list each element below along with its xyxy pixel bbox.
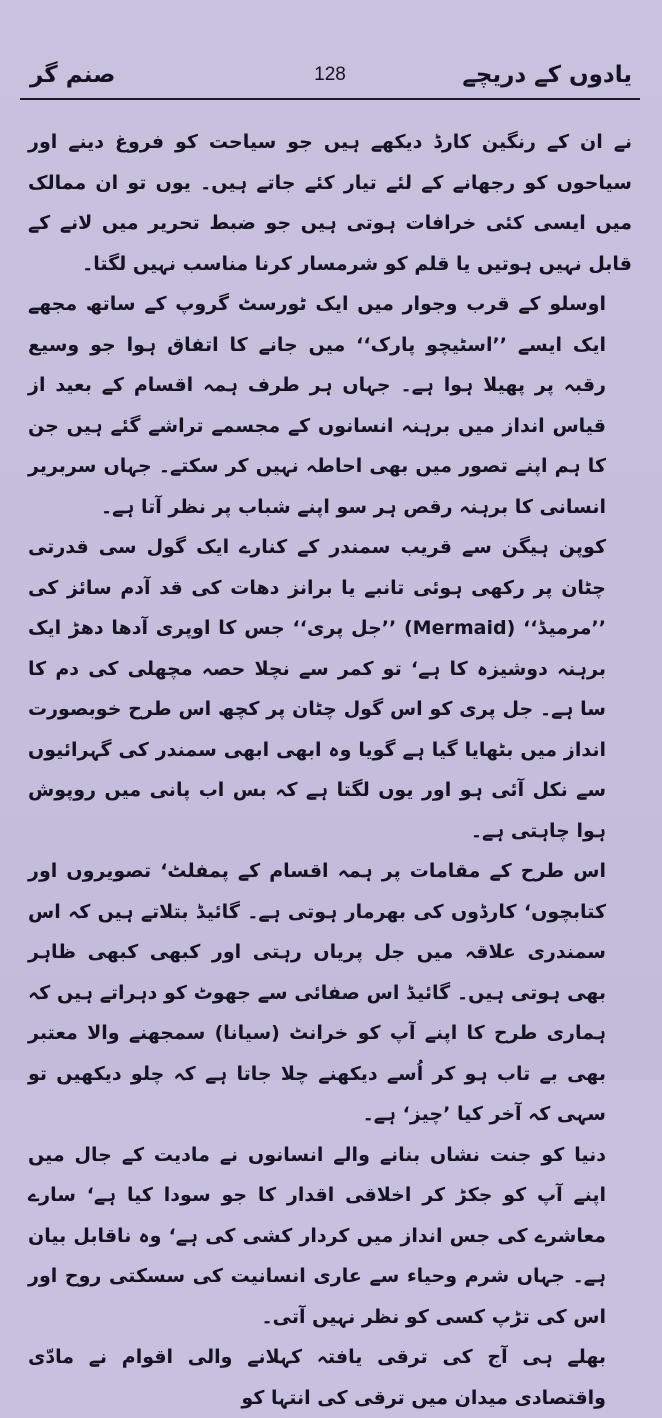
- paragraph-1: نے ان کے رنگین کارڈ دیکھے ہیں جو سیاحت کو فروغ دینے اور سیاحوں کو رجھانے کے لئے تیار کئے جاتے ہیں۔ یوں تو ان ممالک میں ایسی کئی خرافات ہوتی ہیں جو ضبط تحریر میں لانے کے قابل نہیں ہوتیں یا قلم کو شرمسار کرنا مناسب نہیں لگتا۔: [28, 131, 632, 275]
- paragraph-3: کوپن ہیگن سے قریب سمندر کے کنارے ایک گول سی قدرتی چٹان پر رکھی ہوئی تانبے یا برانز دھات کی قد آدم سائز کی ’’مرمیڈ‘‘ (Mermaid) ’’جل پری‘‘ جس کا اوپری آدھا دھڑ ایک برہنہ دوشیزہ کا ہے‘ تو کمر سے نچلا حصہ مچھلی کی دم کا سا ہے۔ جل پری کو اس گول چٹان پر کچھ اس طرح خوبصورت انداز میں بٹھایا گیا ہے گویا وہ ابھی ابھی سمندر کی گہرائیوں سے نکل آئی ہو اور یوں لگتا ہے کہ بس اب پانی میں روپوش ہوا چاہتی ہے۔: [28, 536, 606, 842]
- paragraph-6: بھلے ہی آج کی ترقی یافتہ کہلانے والی اقوام نے مادّی واقتصادی میدان میں ترقی کی انتہا کو: [28, 1346, 606, 1409]
- book-title: یادوں کے دریچے: [462, 62, 632, 88]
- page-header: [20, 54, 640, 100]
- page-number: 128: [314, 64, 346, 85]
- paragraph-4: اس طرح کے مقامات پر ہمہ اقسام کے پمفلٹ‘ تصویروں اور کتابچوں‘ کارڈوں کی بھرمار ہوتی ہے۔ گائیڈ بتلاتے ہیں کہ اس سمندری علاقہ میں جل پریاں رہتی اور کبھی کبھی ظاہر بھی ہوتی ہیں۔ گائیڈ اس صفائی سے جھوٹ کو دہراتے ہیں کہ ہماری طرح کا اپنے آپ کو خرانٹ (سیانا) سمجھنے والا معتبر بھی بے تاب ہو کر اُسے دیکھنے چلا جاتا ہے کہ چلو دیکھیں تو سہی کہ آخر کیا ’چیز‘ ہے۔: [28, 860, 606, 1125]
- chapter-title: صنم گر: [30, 62, 116, 88]
- page-body: [28, 122, 632, 1418]
- paragraph-5: دنیا کو جنت نشاں بنانے والے انسانوں نے مادیت کے جال میں اپنے آپ کو جکڑ کر اخلاقی اقدار کا جو سودا کیا ہے‘ سارے معاشرے کی جس انداز میں کردار کشی کی ہے‘ وہ ناقابل بیان ہے۔ جہاں شرم وحیاء سے عاری انسانیت کی سسکتی روح اور اس کی تڑپ کسی کو نظر نہیں آتی۔: [28, 1143, 606, 1328]
- paragraph-2: اوسلو کے قرب وجوار میں ایک ٹورسٹ گروپ کے ساتھ مجھے ایک ایسے ’’اسٹیچو پارک‘‘ میں جانے کا اتفاق ہوا جو وسیع رقبہ پر پھیلا ہوا ہے۔ جہاں ہر طرف ہمہ اقسام کے بعید از قیاس انداز میں برہنہ انسانوں کے مجسمے تراشے گئے ہیں جن کا ہم اپنے تصور میں بھی احاطہ نہیں کر سکتے۔ جہاں سربریر انسانی کا برہنہ رقص ہر سو اپنے شباب پر نظر آتا ہے۔: [28, 293, 606, 518]
